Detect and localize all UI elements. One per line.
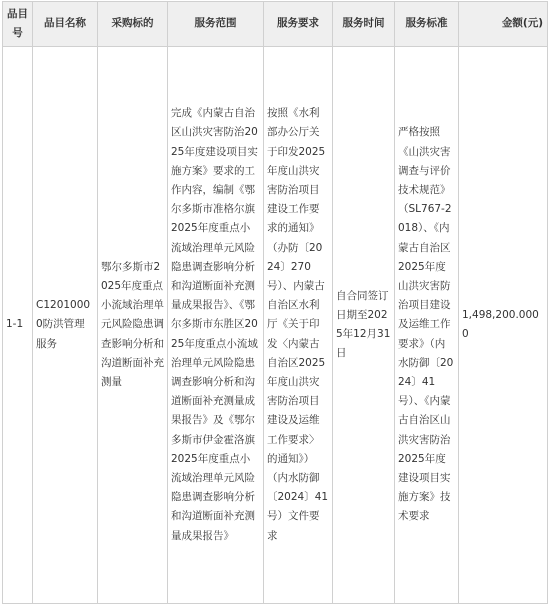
table-row xyxy=(3,47,548,604)
header-service-requirement: 服务要求 xyxy=(264,2,333,47)
procurement-table xyxy=(2,1,548,604)
table-header xyxy=(3,2,548,47)
header-procurement-object: 采购标的 xyxy=(98,2,168,47)
header-amount: 金额(元) xyxy=(459,2,548,47)
cell-service-time: 自合同签订日期至2025年12月31日 xyxy=(333,47,395,604)
header-service-scope: 服务范围 xyxy=(168,2,264,47)
cell-amount: 1,498,200.0000 xyxy=(459,47,548,604)
cell-service-standard: 严格按照《山洪灾害调查与评价技术规范》（SL767-2018）、《内蒙古自治区2025年度山洪灾害防治项目建设及运维工作要求》（内水防御〔2024〕41号）、《内蒙古自治区山洪灾害防治2025年度建设项目实施方案》技术要求 xyxy=(395,47,459,604)
header-item-name: 品目名称 xyxy=(33,2,98,47)
cell-service-requirement: 按照《水利部办公厅关于印发2025年度山洪灾害防治项目建设工作要求的通知》（办防〔2024〕270号）、内蒙古自治区水利厅《关于印发〈内蒙古自治区2025年度山洪灾害防治项目建设及运维工作要求〉的通知》）（内水防御〔2024〕41号）文件要求 xyxy=(264,47,333,604)
cell-item-no: 1-1 xyxy=(3,47,33,604)
header-service-standard: 服务标准 xyxy=(395,2,459,47)
header-row xyxy=(3,2,548,47)
header-item-no: 品目号 xyxy=(3,2,33,47)
cell-item-name: C12010000防洪管理服务 xyxy=(33,47,98,604)
cell-service-scope: 完成《内蒙古自治区山洪灾害防治2025年度建设项目实施方案》要求的工作内容，编制《鄂尔多斯市准格尔旗2025年度重点小流域治理单元风险隐患调查影响分析和沟道断面补充测量成果报告》、《鄂尔多斯市东胜区2025年度重点小流域治理单元风险隐患调查影响分析和沟道断面补充测量成果报告》及《鄂尔多斯市伊金霍洛旗2025年度重点小流域治理单元风险隐患调查影响分析和沟道断面补充测量成果报告》 xyxy=(168,47,264,604)
header-service-time: 服务时间 xyxy=(333,2,395,47)
cell-procurement-object: 鄂尔多斯市2025年度重点小流域治理单元风险隐患调查影响分析和沟道断面补充测量 xyxy=(98,47,168,604)
